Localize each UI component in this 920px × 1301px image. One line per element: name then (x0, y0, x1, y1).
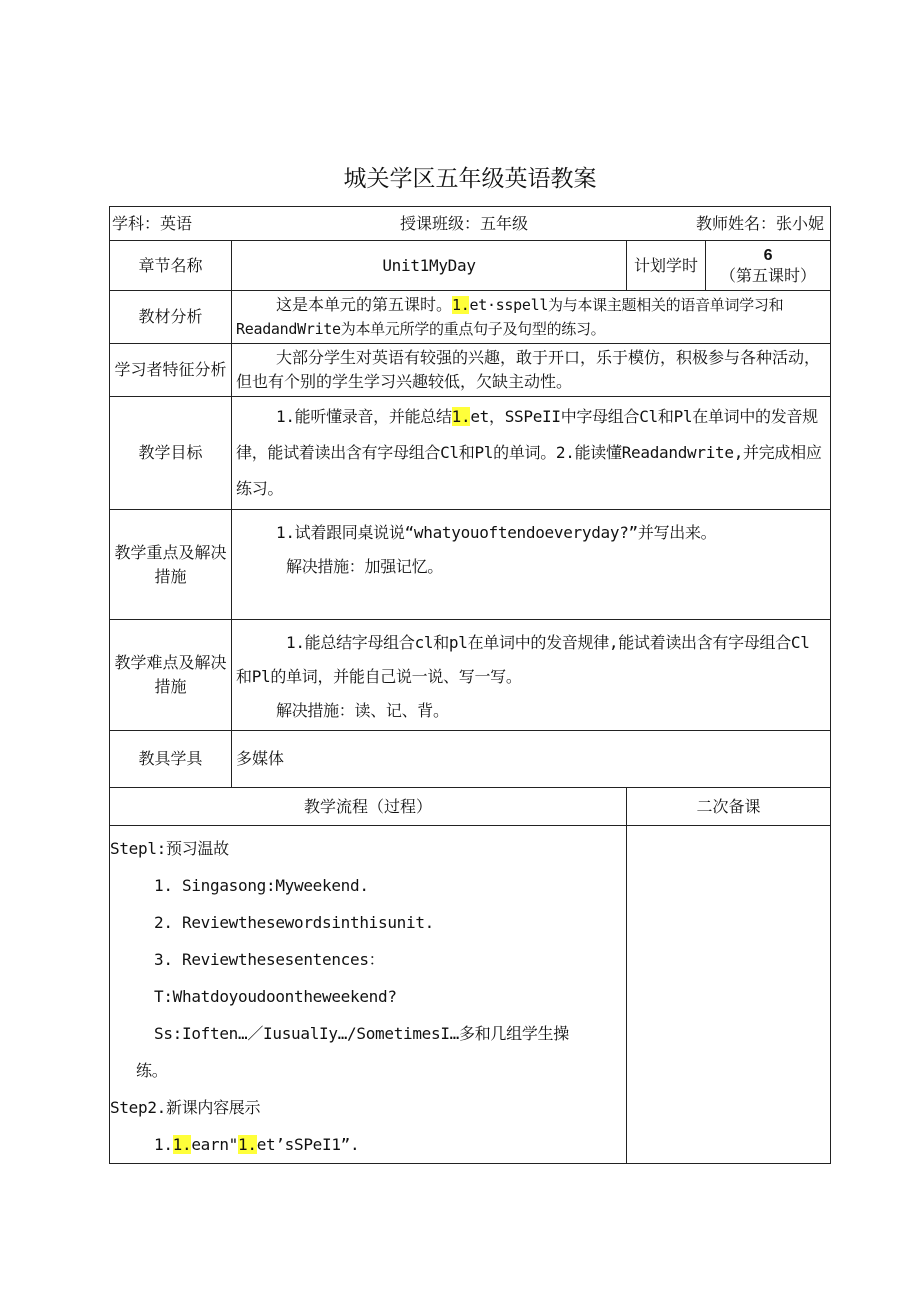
key-points-row (110, 510, 831, 620)
goals-label: 教学目标 (110, 397, 232, 510)
header-row (110, 207, 831, 241)
process-row (110, 826, 831, 1164)
process-header-row (110, 788, 831, 826)
material-label: 教材分析 (110, 291, 232, 344)
material-row (110, 291, 831, 344)
material-text: 这是本单元的第五课时。1.et·sspell为与本课主题相关的语音单词学习和ReadandWrite为本单元所学的重点句子及句型的练习。 (232, 291, 831, 344)
highlight-mark: 1. (238, 1135, 257, 1154)
chapter-label: 章节名称 (110, 241, 232, 291)
highlight-mark: 1. (172, 1135, 192, 1154)
difficulties-text: 1.能总结字母组合cl和pl在单词中的发音规律,能试着读出含有字母组合Cl和Pl的单词，并能自己说一说、写一写。 解决措施：读、记、背。 (232, 620, 831, 731)
highlight-mark: 1. (451, 407, 471, 426)
hours-cell (706, 241, 831, 291)
notes-header: 二次备课 (627, 788, 831, 826)
difficulties-row (110, 620, 831, 731)
hours-note: （第五课时） (720, 265, 817, 285)
learner-label: 学习者特征分析 (110, 344, 232, 397)
dialog-students-cont: 练。 (136, 1061, 168, 1080)
learner-row (110, 344, 831, 397)
step1-item: 2. Reviewthesewordsinthisunit. (154, 913, 434, 932)
page-title: 城关学区五年级英语教案 (343, 166, 597, 192)
process-header: 教学流程（过程） (110, 788, 627, 826)
teacher-label: 教师姓名：张小妮 (696, 213, 825, 233)
goals-text: 1.能听懂录音，并能总结1.et，SSPeII中字母组合Cl和Pl在单词中的发音规律，能试着读出含有字母组合Cl和Pl的单词。2.能读懂Readandwrite,并完成相应练习。 (232, 397, 831, 510)
key-points-text: 1.试着跟同桌说说“whatyouoftendoeveryday?”并写出来。 解决措施：加强记忆。 (232, 510, 831, 620)
lesson-plan-table (109, 206, 831, 1164)
tools-label: 教具学具 (110, 731, 232, 788)
chapter-value: Unit1MyDay (232, 241, 627, 291)
learner-text: 大部分学生对英语有较强的兴趣，敢于开口，乐于模仿，积极参与各种活动，但也有个别的学生学习兴趣较低，欠缺主动性。 (232, 344, 831, 397)
learn-line: 1.1.earn"1.et’sSPeI1”. (154, 1135, 360, 1154)
tools-row (110, 731, 831, 788)
subject-label: 学科：英语 (112, 213, 193, 233)
goals-row (110, 397, 831, 510)
process-content (110, 826, 627, 1164)
tools-value: 多媒体 (232, 731, 831, 788)
class-label: 授课班级：五年级 (400, 213, 529, 233)
step1-title: Stepl:预习温故 (110, 839, 229, 858)
hours-value: 6 (763, 246, 773, 264)
step1-item: 3. Reviewthesesentences： (154, 950, 385, 969)
key-points-label: 教学重点及解决措施 (110, 510, 232, 620)
hours-label: 计划学时 (627, 241, 706, 291)
highlight-mark: 1. (452, 296, 470, 314)
notes-cell (627, 826, 831, 1164)
dialog-teacher: T:Whatdoyoudoontheweekend? (154, 987, 397, 1006)
step2-title: Step2.新课内容展示 (110, 1098, 261, 1117)
dialog-students: Ss:Ioften…／IusualIy…/SometimesI…多和几组学生操 (154, 1024, 569, 1043)
chapter-row (110, 241, 831, 291)
step1-item: 1. Singasong:Myweekend. (154, 876, 369, 895)
difficulties-label: 教学难点及解决措施 (110, 620, 232, 731)
